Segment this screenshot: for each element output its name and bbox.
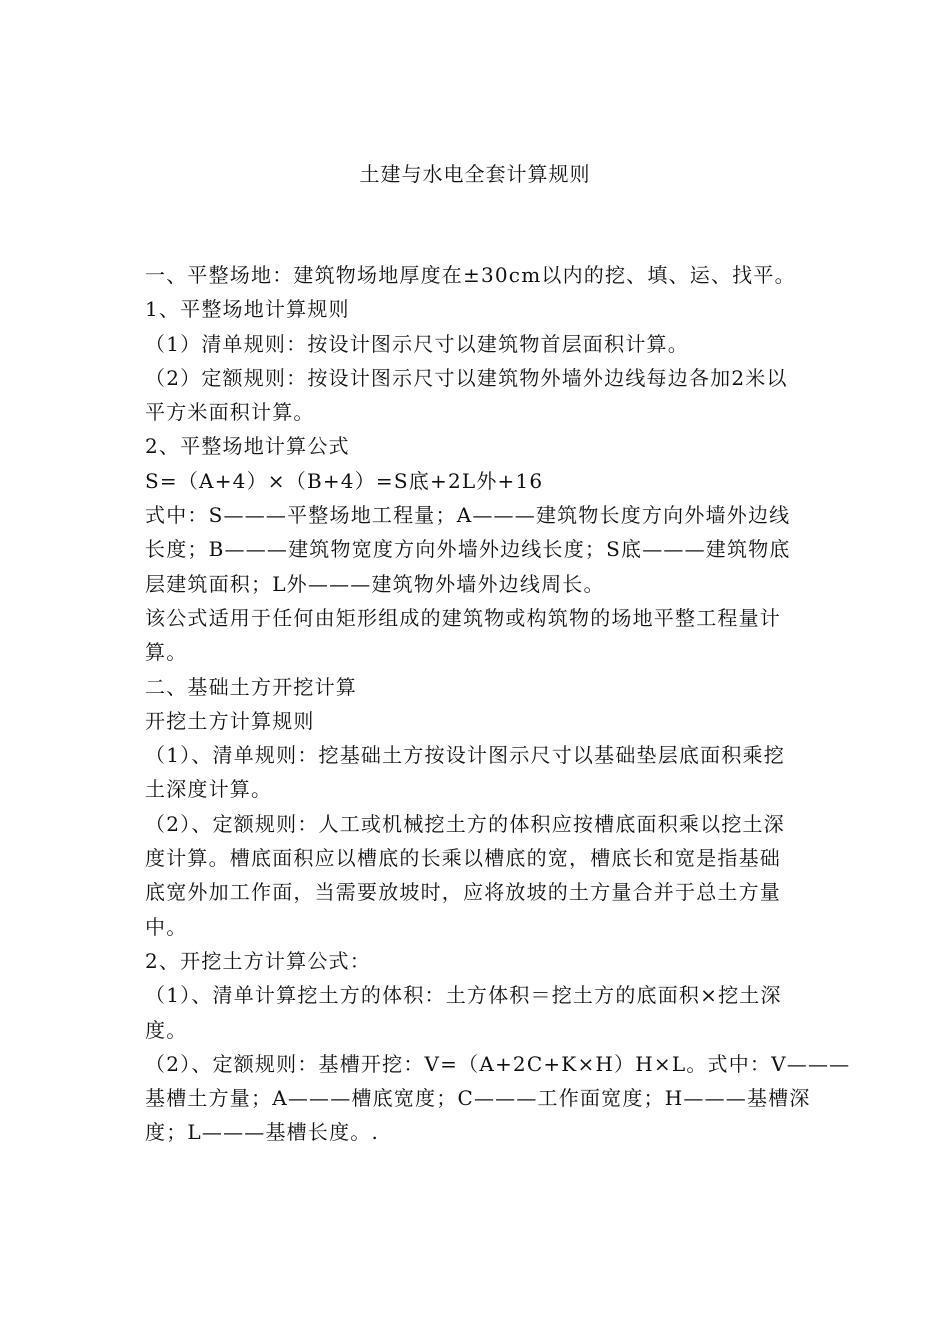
body-line: （1）、清单计算挖土方的体积：土方体积＝挖土方的底面积×挖土深 <box>145 983 782 1008</box>
body-line: 一、平整场地：建筑物场地厚度在±30cm以内的挖、填、运、找平。 <box>145 263 796 287</box>
body-line: 土深度计算。 <box>145 777 273 802</box>
formula-line: S=（A+4）×（B+4）=S底+2L外+16 <box>145 468 544 493</box>
body-line: 式中：S———平整场地工程量；A———建筑物长度方向外墙外边线 <box>145 503 791 528</box>
body-line: （1）、清单规则：挖基础土方按设计图示尺寸以基础垫层底面积乘挖 <box>145 743 785 768</box>
body-line: 1、平整场地计算规则 <box>145 297 350 322</box>
body-line: 层建筑面积；L外———建筑物外墙外边线周长。 <box>145 571 605 596</box>
body-line: （2）、定额规则：人工或机械挖土方的体积应按槽底面积乘以挖土深 <box>145 811 785 836</box>
body-line: （2）定额规则：按设计图示尺寸以建筑物外墙外边线每边各加2米以 <box>145 365 788 390</box>
body-line: 2、开挖土方计算公式： <box>145 948 371 973</box>
body-line: 基槽土方量；A———槽底宽度；C———工作面宽度；H———基槽深 <box>145 1086 811 1111</box>
body-line: 长度；B———建筑物宽度方向外墙外边线长度；S底———建筑物底 <box>145 537 791 562</box>
body-line: 平方米面积计算。 <box>145 400 315 425</box>
body-line: 开挖土方计算规则 <box>145 708 315 733</box>
body-line: 度。 <box>145 1017 188 1042</box>
body-line: 度计算。槽底面积应以槽底的长乘以槽底的宽，槽底长和宽是指基础 <box>145 846 781 871</box>
section-heading: 二、基础土方开挖计算 <box>145 674 357 699</box>
body-line: 2、平整场地计算公式 <box>145 434 350 459</box>
document-title: 土建与水电全套计算规则 <box>359 162 591 186</box>
body-line: （2）、定额规则：基槽开挖：V=（A+2C+K×H）H×L。式中：V——— <box>145 1051 851 1076</box>
body-line: 中。 <box>145 914 188 939</box>
body-line: 该公式适用于任何由矩形组成的建筑物或构筑物的场地平整工程量计 <box>145 605 781 630</box>
body-line: （1）清单规则：按设计图示尺寸以建筑物首层面积计算。 <box>145 331 689 356</box>
document-body <box>145 258 851 1150</box>
body-line: 算。 <box>145 640 188 665</box>
body-line: 度；L———基槽长度。. <box>145 1120 380 1145</box>
body-line: 底宽外加工作面，当需要放坡时，应将放坡的土方量合并于总土方量 <box>145 880 781 905</box>
